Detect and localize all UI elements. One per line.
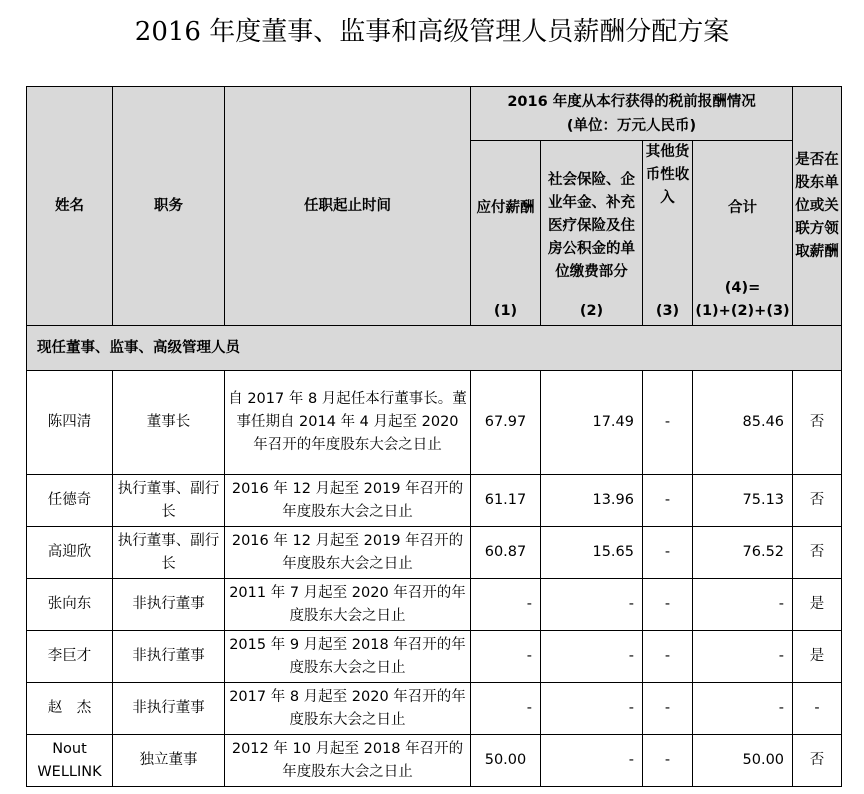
compensation-table — [26, 86, 842, 787]
cell-social: 15.65 — [541, 527, 643, 579]
table-row — [27, 735, 842, 787]
header-social-num: (2) — [579, 303, 604, 319]
header-total-num: (1)+(2)+(3) — [695, 303, 790, 319]
table-row — [27, 371, 842, 475]
cell-name: 李巨才 — [27, 631, 113, 683]
header-group — [471, 87, 793, 141]
header-position: 职务 — [113, 87, 225, 326]
cell-other: - — [643, 527, 693, 579]
cell-salary: - — [471, 579, 541, 631]
cell-other: - — [643, 371, 693, 475]
cell-tenure: 自 2017 年 8 月起任本行董事长。董事任期自 2014 年 4 月起至 2020 年召开的年度股东大会之日止 — [225, 371, 471, 475]
cell-other: - — [643, 579, 693, 631]
cell-position: 非执行董事 — [113, 683, 225, 735]
cell-position: 董事长 — [113, 371, 225, 475]
cell-name: 赵 杰 — [27, 683, 113, 735]
cell-salary: 60.87 — [471, 527, 541, 579]
header-total — [693, 141, 793, 326]
cell-related: 是 — [793, 631, 842, 683]
header-salary-num: (1) — [493, 303, 518, 319]
cell-name: Nout WELLINK — [27, 735, 113, 787]
table-row — [27, 631, 842, 683]
cell-name: 陈四清 — [27, 371, 113, 475]
header-other — [643, 141, 693, 326]
table-row — [27, 683, 842, 735]
cell-salary: 67.97 — [471, 371, 541, 475]
cell-related: 否 — [793, 475, 842, 527]
header-social — [541, 141, 643, 326]
cell-related: - — [793, 683, 842, 735]
cell-social: - — [541, 579, 643, 631]
cell-tenure: 2011 年 7 月起至 2020 年召开的年度股东大会之日止 — [225, 579, 471, 631]
cell-salary: - — [471, 631, 541, 683]
cell-tenure: 2016 年 12 月起至 2019 年召开的年度股东大会之日止 — [225, 527, 471, 579]
header-related: 是否在股东单位或关联方领取薪酬 — [793, 87, 842, 326]
header-social-label: 社会保险、企业年金、补充医疗保险及住房公积金的单位缴费部分 — [548, 172, 635, 280]
header-other-num: (3) — [655, 303, 680, 319]
header-total-formula — [693, 277, 792, 323]
table-row — [27, 527, 842, 579]
cell-related: 否 — [793, 527, 842, 579]
cell-position: 独立董事 — [113, 735, 225, 787]
header-name: 姓名 — [27, 87, 113, 326]
cell-tenure: 2015 年 9 月起至 2018 年召开的年度股东大会之日止 — [225, 631, 471, 683]
cell-name: 高迎欣 — [27, 527, 113, 579]
cell-other: - — [643, 735, 693, 787]
cell-social: - — [541, 631, 643, 683]
table-row — [27, 475, 842, 527]
cell-other: - — [643, 475, 693, 527]
cell-social: - — [541, 735, 643, 787]
page-title: 2016 年度董事、监事和高级管理人员薪酬分配方案 — [134, 17, 730, 47]
cell-total: - — [693, 683, 793, 735]
cell-total: - — [693, 579, 793, 631]
cell-other: - — [643, 631, 693, 683]
cell-tenure: 2012 年 10 月起至 2018 年召开的年度股东大会之日止 — [225, 735, 471, 787]
cell-social: - — [541, 683, 643, 735]
header-tenure: 任职起止时间 — [225, 87, 471, 326]
cell-position: 执行董事、副行长 — [113, 475, 225, 527]
cell-name: 任德奇 — [27, 475, 113, 527]
header-salary — [471, 141, 541, 326]
cell-related: 否 — [793, 371, 842, 475]
cell-related: 是 — [793, 579, 842, 631]
cell-tenure: 2016 年 12 月起至 2019 年召开的年度股东大会之日止 — [225, 475, 471, 527]
cell-salary: - — [471, 683, 541, 735]
cell-other: - — [643, 683, 693, 735]
cell-total: 85.46 — [693, 371, 793, 475]
cell-salary: 50.00 — [471, 735, 541, 787]
cell-total: 50.00 — [693, 735, 793, 787]
cell-social: 17.49 — [541, 371, 643, 475]
cell-name: 张向东 — [27, 579, 113, 631]
cell-position: 执行董事、副行长 — [113, 527, 225, 579]
header-group-line1: 2016 年度从本行获得的税前报酬情况 — [507, 93, 756, 110]
cell-tenure: 2017 年 8 月起至 2020 年召开的年度股东大会之日止 — [225, 683, 471, 735]
cell-total: - — [693, 631, 793, 683]
cell-position: 非执行董事 — [113, 579, 225, 631]
cell-social: 13.96 — [541, 475, 643, 527]
header-other-label: 其他货币性收入 — [645, 144, 690, 206]
header-total-label: 合计 — [728, 200, 758, 216]
cell-total: 76.52 — [693, 527, 793, 579]
cell-related: 否 — [793, 735, 842, 787]
header-group-line2: (单位：万元人民币) — [566, 117, 697, 134]
cell-salary: 61.17 — [471, 475, 541, 527]
section-label: 现任董事、监事、高级管理人员 — [27, 326, 842, 371]
cell-position: 非执行董事 — [113, 631, 225, 683]
header-total-formula-a: (4)= — [724, 280, 761, 296]
cell-total: 75.13 — [693, 475, 793, 527]
table-row — [27, 579, 842, 631]
header-salary-label: 应付薪酬 — [476, 200, 535, 216]
